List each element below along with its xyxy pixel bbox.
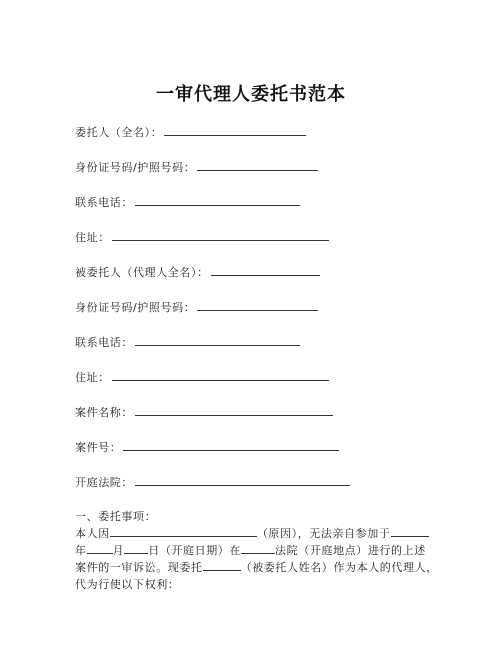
field-label: 开庭法院：: [75, 476, 133, 489]
blank-line[interactable]: [112, 229, 329, 241]
blank-line[interactable]: [135, 194, 300, 206]
blank-court[interactable]: [241, 542, 275, 554]
field-agent-phone: [75, 334, 300, 350]
field-principal-address: [75, 229, 329, 245]
blank-day[interactable]: [124, 542, 148, 554]
field-case-number: [75, 439, 339, 455]
document-title: 一审代理人委托书范本: [156, 84, 346, 105]
text-segment: （原因），无法亲自参加于: [256, 527, 391, 540]
section-line-4: 代为行使以下权利：: [75, 578, 180, 591]
blank-line[interactable]: [197, 159, 318, 171]
text-segment: 月: [112, 544, 125, 557]
field-label: 联系电话：: [75, 196, 133, 209]
blank-line[interactable]: [135, 334, 300, 346]
field-label: 住址：: [75, 231, 110, 244]
blank-line[interactable]: [164, 124, 306, 136]
section-heading: 一、委托事项：: [75, 510, 157, 523]
field-label: 案件名称：: [75, 406, 133, 419]
field-agent-id: [75, 299, 318, 315]
blank-line[interactable]: [112, 369, 329, 381]
blank-line[interactable]: [123, 439, 339, 451]
blank-line[interactable]: [135, 474, 350, 486]
section-line-2: [75, 542, 438, 559]
text-segment: 案件的一审诉讼。现委托: [75, 561, 203, 574]
field-principal-id: [75, 159, 318, 175]
field-court: [75, 474, 350, 490]
field-label: 联系电话：: [75, 336, 133, 349]
section-delegation: [75, 508, 438, 593]
text-segment: 年: [75, 544, 87, 557]
field-principal-phone: [75, 194, 300, 210]
section-line-3: [75, 559, 438, 576]
text-segment: （被委托人姓名）作为本人的代理人，: [240, 561, 438, 574]
field-label: 委托人（全名）：: [75, 126, 163, 139]
blank-line[interactable]: [135, 404, 333, 416]
field-case-name: [75, 404, 333, 420]
field-label: 被委托人（代理人全名）：: [75, 266, 209, 279]
blank-year[interactable]: [391, 525, 429, 537]
blank-line[interactable]: [211, 264, 320, 276]
field-principal-name: [75, 124, 306, 140]
field-label: 身份证号码/护照号码：: [75, 161, 196, 174]
blank-agent-name[interactable]: [203, 559, 241, 571]
field-label: 案件号：: [75, 441, 122, 454]
blank-reason[interactable]: [110, 525, 257, 537]
text-segment: 本人因: [75, 527, 110, 540]
section-line-1: [75, 525, 438, 542]
blank-line[interactable]: [197, 299, 318, 311]
text-segment: 法院（开庭地点）进行的上述: [275, 544, 426, 557]
blank-month[interactable]: [87, 542, 113, 554]
field-agent-address: [75, 369, 329, 385]
text-segment: 日（开庭日期）在: [148, 544, 242, 557]
field-agent-name: [75, 264, 320, 280]
field-label: 身份证号码/护照号码：: [75, 301, 196, 314]
field-label: 住址：: [75, 371, 110, 384]
